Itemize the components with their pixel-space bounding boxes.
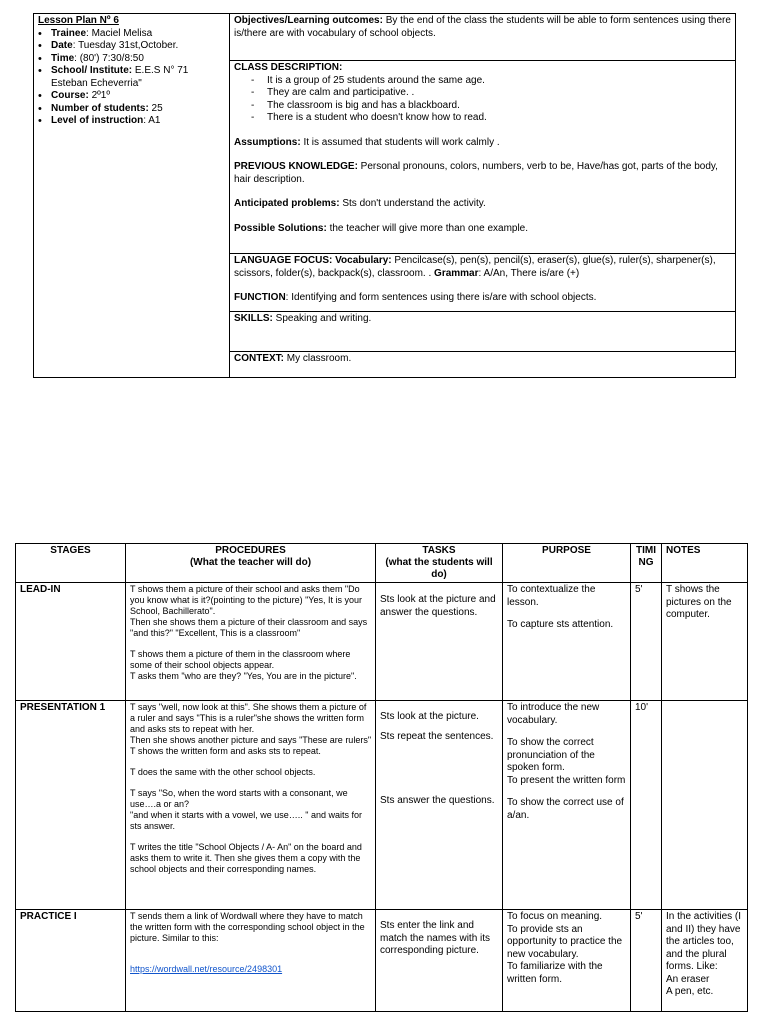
lesson-plan-table [33,13,736,378]
tasks-cell: Sts look at the picture and answer the questions. [376,583,503,701]
table-row [16,583,748,701]
info-trainee: • Trainee: Maciel Melisa [38,28,225,41]
header-purpose: PURPOSE [503,544,631,583]
stage-name: PRESENTATION 1 [16,701,126,910]
procedures-cell: T sends them a link of Wordwall where they have to match the written form with the corresponding school object in the picture. Similar to this: https://wordwall.net/resource/2498301 [126,910,376,1012]
class-description-list [234,75,731,125]
purpose-cell: To focus on meaning. To provide sts an opportunity to practice the new vocabulary. To familiarize with the written form. [503,910,631,1012]
notes-cell: T shows the pictures on the computer. [662,583,748,701]
header-tasks: TASKS (what the students will do) [376,544,503,583]
class-description-item: - There is a student who doesn't know how to read. [234,112,731,125]
info-course: • Course: 2º1º [38,90,225,103]
stages-table [15,543,748,1012]
header-timing: TIMI NG [631,544,662,583]
timing-cell: 5' [631,583,662,701]
function: FUNCTION: Identifying and form sentences using there is/are with school objects. [234,292,597,303]
notes-cell [662,701,748,910]
info-school: • School/ Institute: E.E.S N° 71 Esteban Echeverria" [38,65,225,90]
stage-name: LEAD-IN [16,583,126,701]
lesson-info-cell [34,14,230,378]
purpose-cell: To introduce the new vocabulary. To show the correct pronunciation of the spoken form. To present the written form To show the correct use of a/an. [503,701,631,910]
timing-cell: 10' [631,701,662,910]
table-row [16,701,748,910]
class-description-item: - They are calm and participative. . [234,87,731,100]
tasks-cell: Sts enter the link and match the names with its corresponding picture. [376,910,503,1012]
context-cell: CONTEXT: My classroom. [230,352,736,378]
objectives-cell: Objectives/Learning outcomes: By the end of the class the students will be able to form sentences using there is/there are with vocabulary of school objects. [230,14,736,61]
notes-cell: In the activities (I and II) they have the articles too, and the plural forms. Like: An eraser A pen, etc. [662,910,748,1012]
timing-cell: 5' [631,910,662,1012]
stages-header-row [16,544,748,583]
class-description-cell [230,61,736,254]
class-description-heading: CLASS DESCRIPTION: [234,62,343,73]
stage-name: PRACTICE I [16,910,126,1012]
tasks-cell: Sts look at the picture. Sts repeat the sentences. Sts answer the questions. [376,701,503,910]
possible-solutions: Possible Solutions: the teacher will give more than one example. [234,222,529,234]
info-level: • Level of instruction: A1 [38,115,225,128]
skills-cell: SKILLS: Speaking and writing. [230,312,736,352]
info-students: • Number of students: 25 [38,103,225,116]
purpose-cell: To contextualize the lesson. To capture sts attention. [503,583,631,701]
class-description-item: - The classroom is big and has a blackboard. [234,100,731,113]
procedures-cell: T shows them a picture of their school and asks them "Do you know what is it?(pointing to the picture) "Yes, It is your School, Bachillerato". Then she shows them a picture of their classroom and says "and this?" "Excellent, This is a classroom" T shows them a picture of them in the classroom where some of their school objects appear. T asks them "who are they? "Yes, You are in the picture". [126,583,376,701]
wordwall-link[interactable]: https://wordwall.net/resource/2498301 [130,964,283,974]
header-procedures: PROCEDURES (What the teacher will do) [126,544,376,583]
info-date: • Date: Tuesday 31st,October. [38,40,225,53]
header-stages: STAGES [16,544,126,583]
lesson-title: Lesson Plan Nº 6 [38,15,119,26]
anticipated-problems: Anticipated problems: Sts don't understand the activity. [234,198,486,209]
lesson-info-list [38,28,225,128]
assumptions: Assumptions: It is assumed that students will work calmly . [234,136,500,148]
table-row [16,910,748,1012]
language-focus: LANGUAGE FOCUS: Vocabulary: Pencilcase(s), pen(s), pencil(s), eraser(s), glue(s), ruler(s), sharpener(s), scissors, folder(s), backpack(s), classroom. . Grammar: A/An, There is/are (+) [234,255,716,279]
previous-knowledge: PREVIOUS KNOWLEDGE: Personal pronouns, colors, numbers, verb to be, Have/has got, parts of the body, hair description. [234,161,718,185]
info-time: • Time: (80') 7:30/8:50 [38,53,225,66]
procedures-cell: T says "well, now look at this". She shows them a picture of a ruler and says "This is a ruler"she shows the written form and asks sts to repeat with her. Then she shows another picture and says "These are rulers" T shows the written form and asks sts to repeat. T does the same with the other school objects. T says "So, when the word starts with a consonant, we use….a or an? "and when it starts with a vowel, we use….. " and waits for sts answer. T writes the title "School Objects / A- An" on the board and asks them to write it. Then she gives them a copy with the school objects and their corresponding names. [126,701,376,910]
language-focus-cell [230,254,736,312]
class-description-item: - It is a group of 25 students around the same age. [234,75,731,88]
header-notes: NOTES [662,544,748,583]
